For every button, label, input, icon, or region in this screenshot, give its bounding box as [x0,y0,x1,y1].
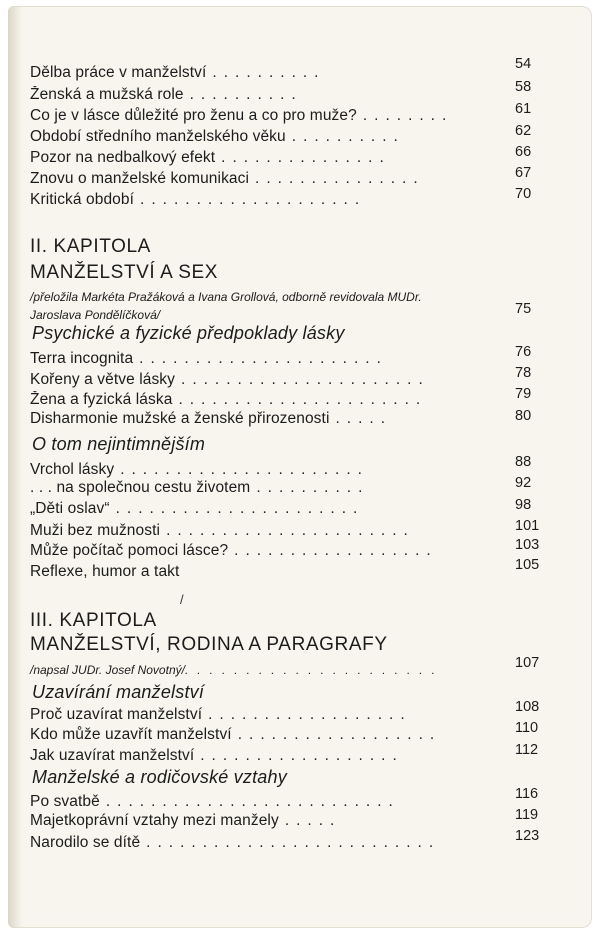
entry-page: 105 [515,557,540,573]
chapter-credit: /napsal JUDr. Josef Novotný/..................... [30,663,444,677]
entry-title: Reflexe, humor a takt [30,563,180,580]
toc-entry: Dělba práce v manželství .......... [30,64,326,81]
chapter-title: MANŽELSTVÍ A SEX [30,262,219,283]
toc-entry: Disharmonie mužské a ženské přirozenosti ..... [30,410,393,427]
entry-title: Terra incognita [30,350,134,367]
toc-entry [30,563,510,581]
entry-page: 98 [515,497,532,513]
entry-page: 101 [515,518,540,534]
entry-title: Narodilo se dítě [30,834,141,851]
entry-page: 61 [515,101,532,117]
toc-entry: Po svatbě .......................... [30,793,400,810]
entry-page: 88 [515,454,532,470]
entry-page: 58 [515,79,532,95]
toc-entry: Kořeny a větve lásky ...................... [30,371,430,388]
entry-title: Kořeny a větve lásky [30,371,176,388]
entry-title: . . . na společnou cestu životem [30,479,251,496]
entry-page: 62 [515,123,532,139]
toc-entry: Kdo může uzavřít manželství .................. [30,726,442,743]
entry-title: Dělba práce v manželství [30,64,207,81]
entry-title: „Děti oslav“ [30,500,110,517]
toc-entry: Vrchol lásky ...................... [30,461,369,478]
entry-page: 54 [515,56,532,72]
entry-page: 112 [515,742,539,758]
toc-entry: Žena a fyzická láska ...................... [30,391,428,408]
chapter-title: MANŽELSTVÍ, RODINA A PARAGRAFY [30,634,388,655]
entry-page: 110 [515,720,539,736]
book-page [8,6,592,928]
toc-entry: Kritická období .................... [30,191,367,208]
toc-entry: Období středního manželského věku .......... [30,128,405,145]
entry-title: Období středního manželského věku [30,128,286,145]
entry-title: Kdo může uzavřít manželství [30,726,232,743]
toc-entry: Co je v lásce důležité pro ženu a co pro muže? ........ [30,107,454,124]
entry-page: 80 [515,408,532,424]
entry-title: Po svatbě [30,793,100,810]
toc-entry: Terra incognita ...................... [30,350,388,367]
credit-page: 107 [515,655,540,671]
entry-page: 123 [515,828,540,844]
entry-page: 67 [515,165,532,181]
section-title: O tom nejintimnějším [32,434,206,454]
entry-page: 116 [515,786,539,802]
chapter-number: III. KAPITOLA [30,610,157,631]
entry-title: Ženská a mužská role [30,86,184,103]
entry-title: Jak uzavírat manželství [30,747,195,764]
section-title: Uzavírání manželství [32,682,205,702]
toc-entry: „Děti oslav“ ...................... [30,500,365,517]
entry-page: 76 [515,344,532,360]
section-title: Psychické a fyzické předpoklady lásky [32,323,345,343]
entry-page: 79 [515,386,532,402]
toc-entry: Proč uzavírat manželství .................. [30,706,412,723]
credit-text: /napsal JUDr. Josef Novotný/ [30,663,185,677]
entry-page: 103 [515,537,540,553]
chapter-credit: /přeložila Markéta Pražáková a Ivana Grollová, odborně revidovala MUDr. [30,290,422,304]
entry-page: 78 [515,365,532,381]
entry-title: Může počítač pomoci lásce? [30,542,229,559]
toc-entry: Majetkoprávní vztahy mezi manžely ..... [30,812,342,829]
entry-title: Proč uzavírat manželství [30,706,203,723]
toc-entry: Ženská a mužská role .......... [30,86,303,103]
pencil-mark: / [180,592,184,607]
chapter-credit-cont: Jaroslava Pondělíčková/ [30,308,161,322]
credit-page: 75 [515,301,532,317]
entry-page: 66 [515,144,532,160]
toc-entry: Může počítač pomoci lásce? .................. [30,542,438,559]
entry-page: 119 [515,807,539,823]
entry-title: Kritická období [30,191,135,208]
toc-entry: Muži bez mužnosti ...................... [30,522,415,539]
entry-page: 92 [515,475,532,491]
entry-title: Vrchol lásky [30,461,115,478]
chapter-number: II. KAPITOLA [30,236,151,257]
entry-page: 108 [515,699,540,715]
entry-title: Muži bez mužnosti [30,522,161,539]
entry-title: Disharmonie mužské a ženské přirozenosti [30,410,330,427]
toc-entry: Narodilo se dítě .......................... [30,834,441,851]
entry-page: 70 [515,186,532,202]
entry-title: Žena a fyzická láska [30,391,173,408]
entry-title: Znovu o manželské komunikaci [30,170,250,187]
toc-entry: Jak uzavírat manželství .................. [30,747,404,764]
toc-entry: Znovu o manželské komunikaci ............... [30,170,425,187]
toc-entry: Pozor na nedbalkový efekt ............... [30,149,391,166]
entry-title: Majetkoprávní vztahy mezi manžely [30,812,279,829]
entry-title: Co je v lásce důležité pro ženu a co pro muže? [30,107,357,124]
toc-entry: . . . na společnou cestu životem .......... [30,479,370,496]
entry-title: Pozor na nedbalkový efekt [30,149,216,166]
section-title: Manželské a rodičovské vztahy [32,767,287,787]
